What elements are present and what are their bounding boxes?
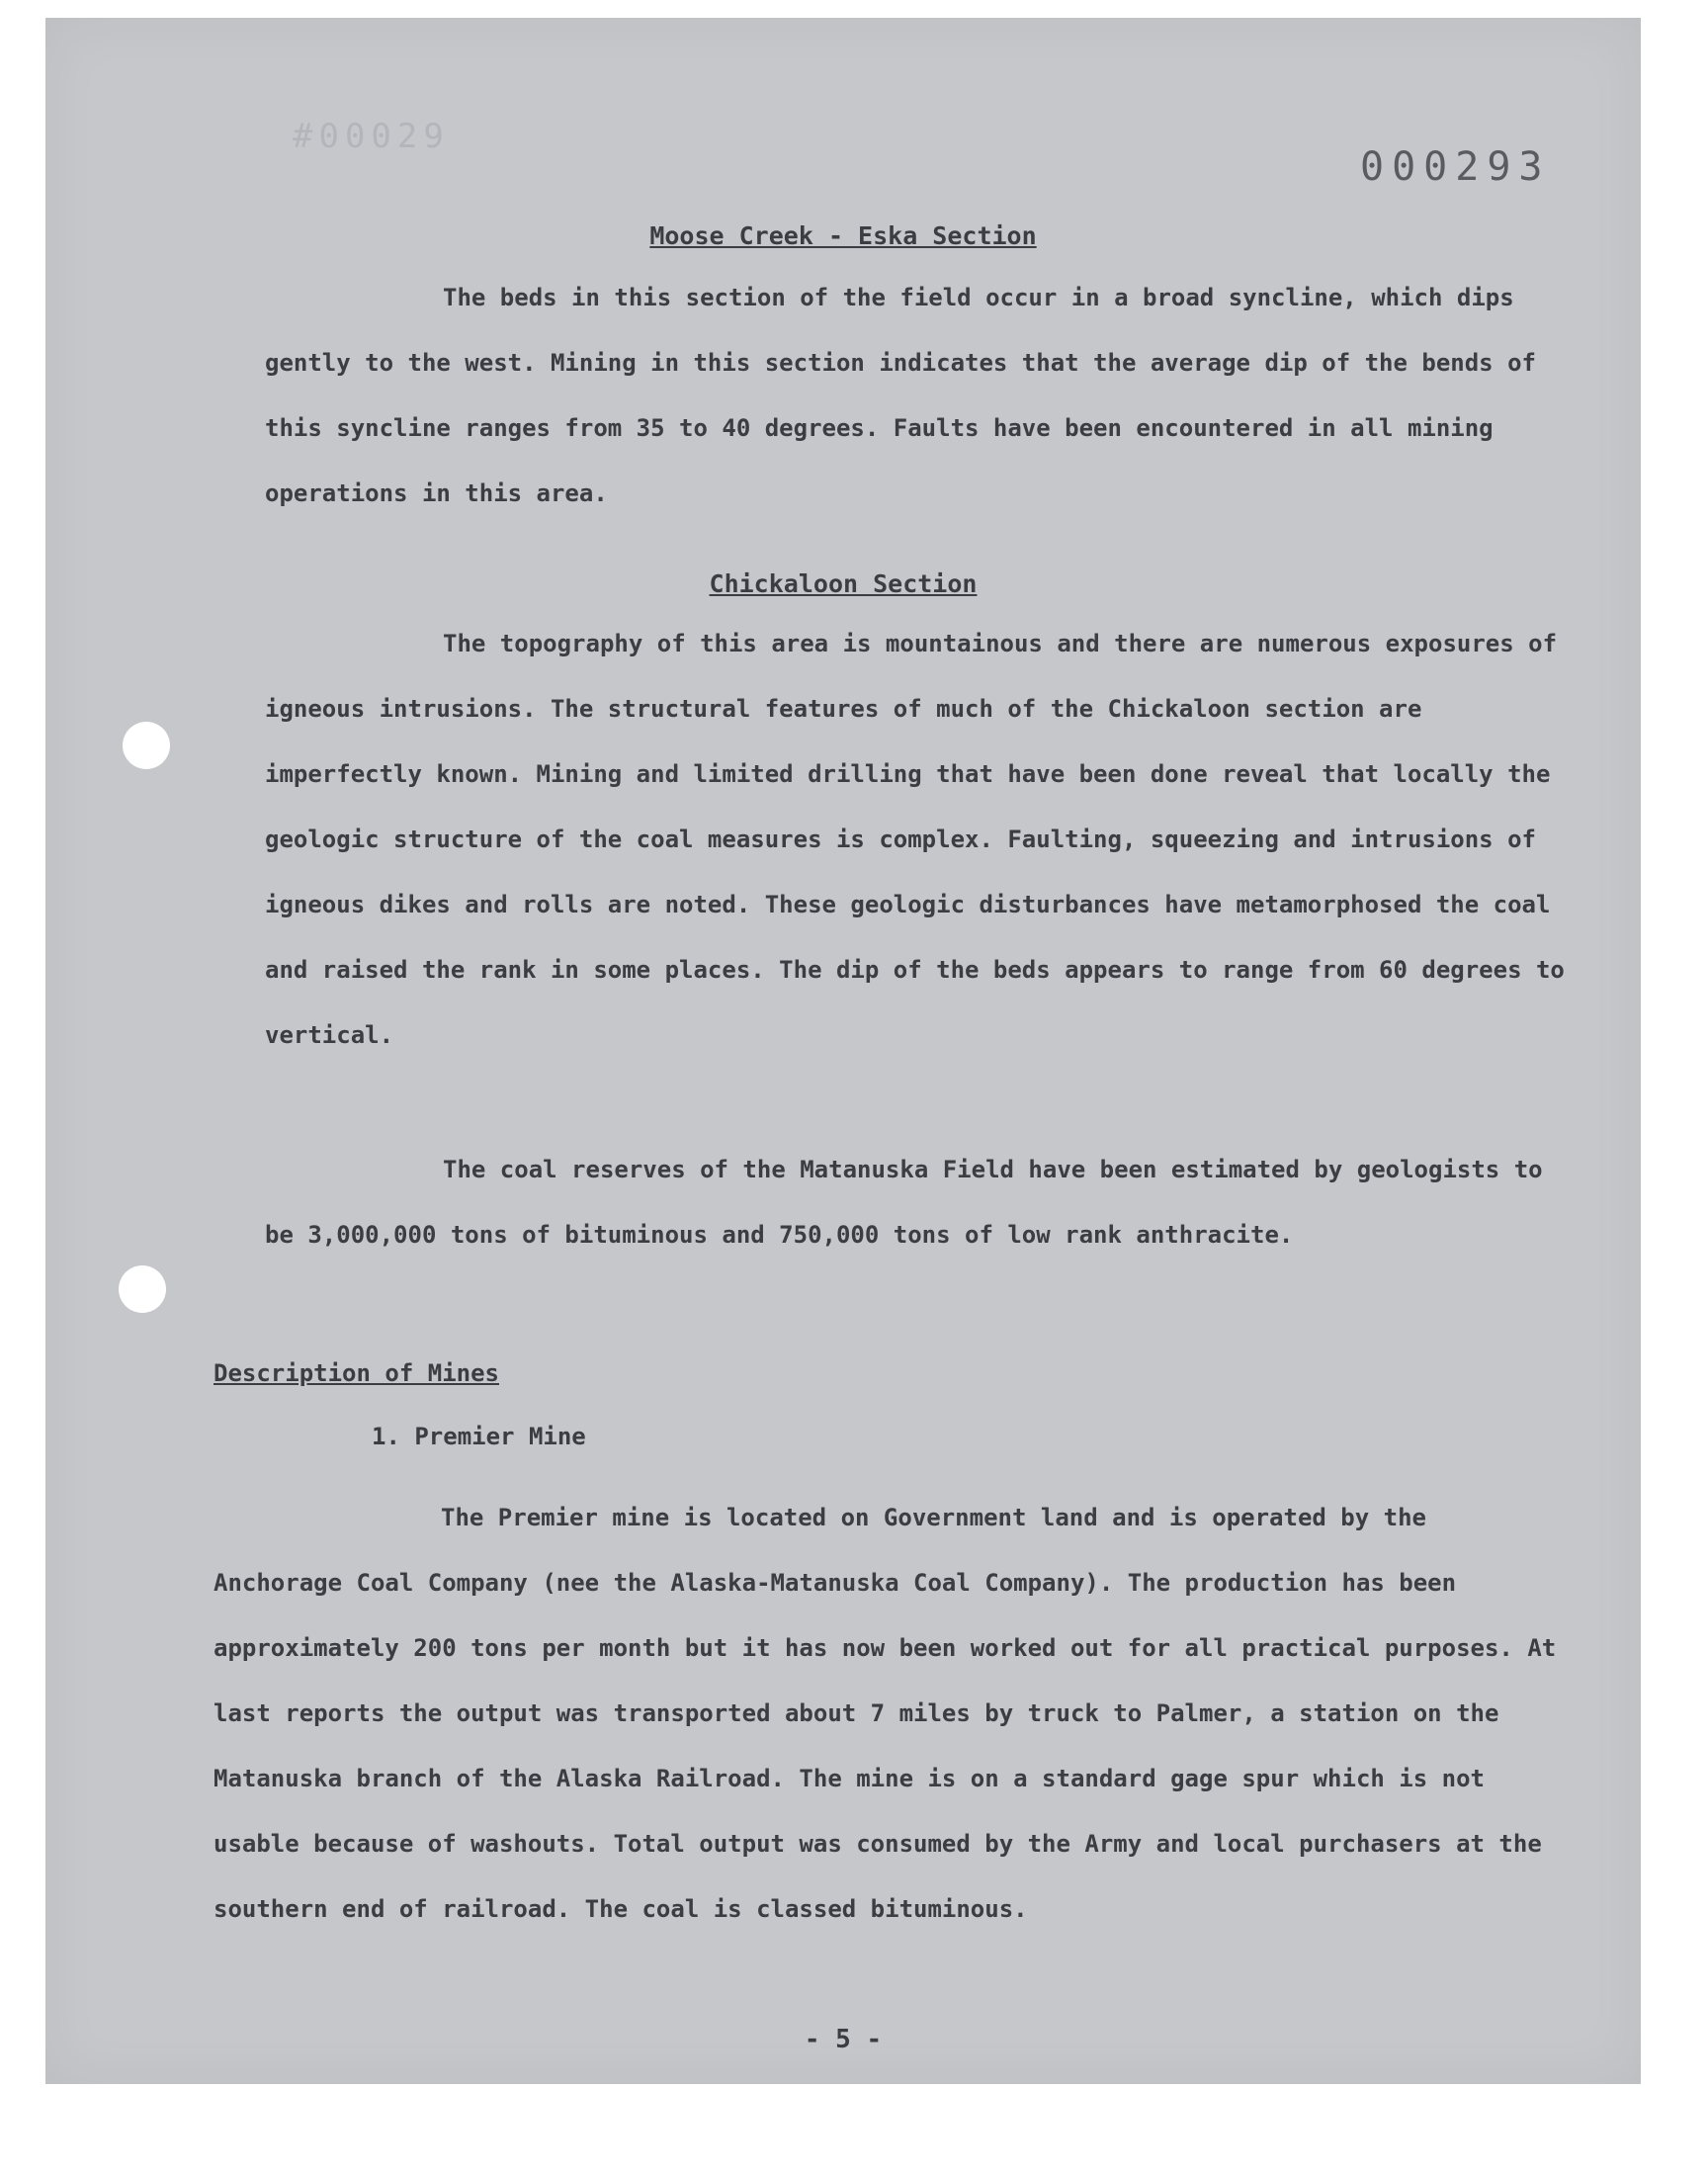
- section-heading-chickaloon: Chickaloon Section: [709, 569, 978, 598]
- paragraph-chickaloon: The topography of this area is mountainous and there are numerous exposures of igneous intrusions. The structural features of much of the Chickaloon section are imperfectly known. Mining and limited drilling that have been done reveal that locally the geologic structure of the coal measures is complex. Faulting, squeezing and intrusions of igneous dikes and rolls are noted. These geologic disturbances have metamorphosed the coal and raised the rank in some places. The dip of the beds appears to range from 60 degrees to vertical.: [265, 630, 1565, 1049]
- paragraph-premier-mine: The Premier mine is located on Government land and is operated by the Anchorage Coal Company (nee the Alaska-Matanuska Coal Company). The production has been approximately 200 tons per month but it has now been worked out for all practical purposes. At last reports the output was transported about 7 miles by truck to Palmer, a station on the Matanuska branch of the Alaska Railroad. The mine is on a standard gage spur which is not usable because of washouts. Total output was consumed by the Army and local purchasers at the southern end of railroad. The coal is classed bituminous.: [214, 1504, 1557, 1923]
- document-page: [45, 18, 1641, 2084]
- page-number-footer: - 5 -: [804, 2025, 883, 2054]
- stamped-page-id: 000293: [1360, 144, 1551, 190]
- punch-hole-lower: [119, 1265, 166, 1313]
- punch-hole-upper: [123, 722, 170, 769]
- section-heading-description-of-mines: Description of Mines: [214, 1359, 499, 1387]
- section-heading-moose-creek: Moose Creek - Eska Section: [649, 221, 1037, 250]
- mine-item-premier: 1. Premier Mine: [372, 1423, 586, 1450]
- paragraph-coal-reserves: The coal reserves of the Matanuska Field have been estimated by geologists to be 3,000,000 tons of bituminous and 750,000 tons of low rank anthracite.: [265, 1156, 1543, 1249]
- faint-stamp-number: #00029: [293, 117, 450, 156]
- paragraph-moose-creek: The beds in this section of the field occur in a broad syncline, which dips gently to the west. Mining in this section indicates that the average dip of the bends of this syncline ranges from 35 to 40 degrees. Faults have been encountered in all mining operations in this area.: [265, 284, 1536, 507]
